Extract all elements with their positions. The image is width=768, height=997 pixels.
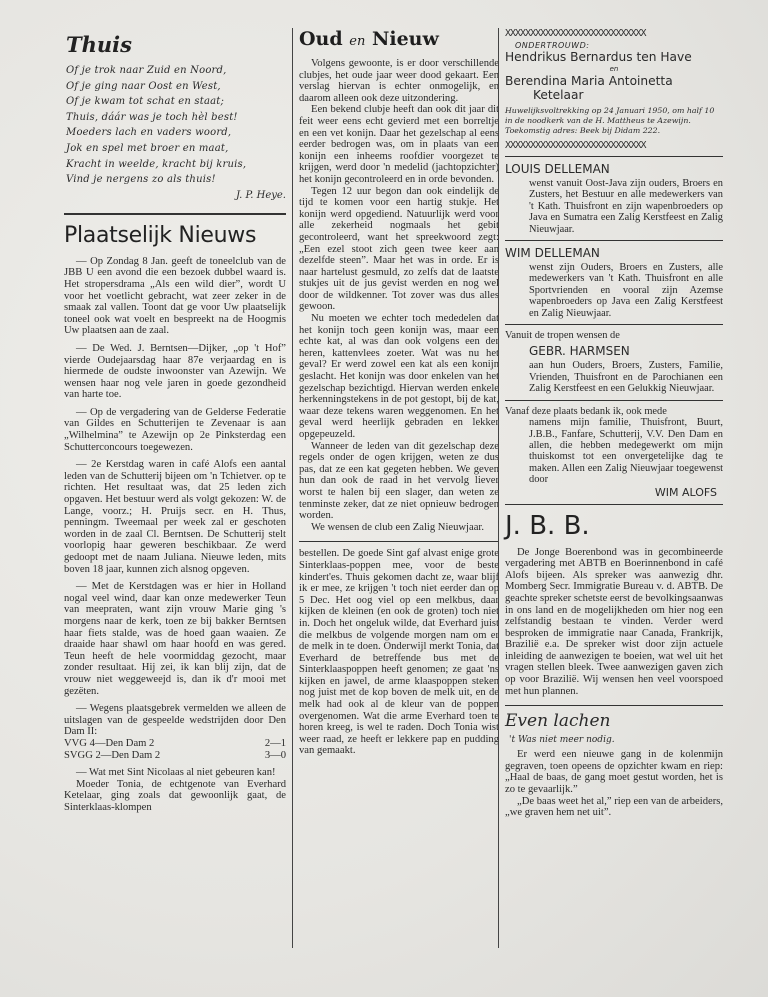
ad-sender-name: GEBR. HARMSEN bbox=[529, 344, 630, 359]
news-item: — Wegens plaatsgebrek vermelden we alleen de uitslagen van de gespeelde wedstrijden door Den Dam II: bbox=[64, 703, 286, 738]
joke-title: 't Was niet meer nodig. bbox=[509, 735, 615, 746]
greeting-ad bbox=[505, 162, 723, 235]
right-column bbox=[498, 28, 723, 948]
ad-intro: Vanuit de tropen wensen de bbox=[505, 330, 620, 342]
ad-body: wenst vanuit Oost-Java zijn ouders, Broers en Zusters, het Bestuur en alle medewerkers van 't Kath. Thuisfront en zijn wapenbroeders op Java en Sumatra een Zalig Kerstfeest en Zalig Nieuwjaar. bbox=[529, 178, 723, 235]
section-divider bbox=[505, 156, 723, 157]
section-divider bbox=[505, 504, 723, 505]
poem-line: Kracht in weelde, kracht bij kruis, bbox=[66, 158, 247, 170]
score-row bbox=[64, 750, 286, 762]
section-title-even-lachen: Even lachen bbox=[505, 711, 611, 732]
news-item: — Met de Kerstdagen was er hier in Holland nogal veel wind, daar kan onze medewerker Teun van meepraten, want zijn vrouw Marie ging 's morgens naar de kerk, toen ze bij bakker Berntsen haar fiets stalde, was de hoed gaan waaien. Ze draaide haar shawl om haar hoofd en was gered. Teun heeft de hele voormiddag gezocht, maar zonder resultaat. Hij zei, ik kan blij zijn, dat de vrouw niet weggeweejd is, dan ik d'r mooi met gezëten. bbox=[64, 581, 286, 697]
article-paragraph: Tegen 12 uur begon dan ook eindelijk de tijd te komen voor een hartig stukje. Het konijn werd opgediend. Natuurlijk werd voor alle zekerheid nogmaals het gebit gecontroleerd, want het spreekwoord zegt: „Een ezel stoot zich geen twee keer aan dezelfde steen”. Maar het was in orde. Er is naar hartelust gesmuld, zo zelfs dat de laatste stukjes uit de jus gevist werden en nog wel door de wildkenner. Tot zover was dus alles gewoon. bbox=[299, 185, 499, 313]
score-row bbox=[64, 738, 286, 750]
match-score: 3—0 bbox=[264, 749, 286, 761]
greeting-ad bbox=[505, 246, 723, 319]
poem-line: Jok en spel met broer en maat, bbox=[66, 142, 229, 154]
section-title-jbb: J. B. B. bbox=[505, 510, 590, 541]
news-item: — Wat met Sint Nicolaas al niet gebeuren kan! bbox=[76, 767, 276, 779]
title-part: Nieuw bbox=[371, 28, 439, 50]
ad-body: wenst zijn Ouders, Broers en Zusters, alle medewerkers van 't Kath. Thuisfront en alle Sportvrienden en vooral zijn Azemse wapenbroeders op Java een Zalig Kerstfeest en Zalig Nieuwjaar. bbox=[529, 262, 723, 319]
ad-signature: WIM ALOFS bbox=[654, 485, 717, 499]
article-paragraph: De Jonge Boerenbond was in gecombineerde vergadering met ABTB en Boerinnenbond in café Alofs bijeen. Als spreker was aanwezig dhr. Momberg Secr. Immigratie Bureau v. d. ABTB. De geachte spreker schetste eerst de bevolkingsaanwas in ons land en de mogelijkheden om hier nog een zelfstandig bestaan te vinden. Verder werd besproken de immigratie naar Canada, Frankrijk, Brazilië e.a. De spreker wist door zijn actuele inleiding de aanwezigen te boeien, wat wel uit het vragen stellen bleek. Twee aanwezigen gaven zich op voor Brazilië. Wij wensen hen veel voorspoed met hun plannen. bbox=[505, 546, 723, 697]
wedding-details: Huwelijksvoltrekking op 24 Januari 1950, om half 10 in de noodkerk van de H. Mattheus te Azewijn. Toekomstig adres: Beek bij Didam 222. bbox=[505, 106, 715, 135]
ornament-border: XXXXXXXXXXXXXXXXXXXXXXXXXXXX bbox=[505, 28, 646, 39]
poem-line: Moeders lach en vaders woord, bbox=[66, 127, 232, 139]
ad-body: aan hun Ouders, Broers, Zusters, Familie, Vrienden, Thuisfront en de Parochianen een Zalig Kerstfeest en een Gelukkig Nieuwjaar. bbox=[529, 360, 723, 395]
section-divider bbox=[64, 213, 286, 215]
article-paragraph: We wensen de club een Zalig Nieuwjaar. bbox=[311, 521, 484, 533]
news-item: — De Wed. J. Berntsen—Dijker, „op 't Hof” vierde Oudejaarsdag haar 87e verjaardag en is hiermede de oudste inwoonster van Azewijn. We wensen haar nog vele jaren in goede gezondheid van harte toe. bbox=[64, 342, 286, 401]
poem-author: J. P. Heye. bbox=[235, 189, 286, 201]
match-name: SVGG 2—Den Dam 2 bbox=[64, 749, 161, 761]
article-paragraph: Nu moeten we echter toch mededelen dat het konijn toch geen konijn was, maar een echte kat, al was dan ook volgens een der heren, kattenvlees zoeter. Wat was nu het geval? Er werd zowel een kat als een konijn geslacht. Het konijn was door enkelen van het gezelschap bezichtigd. Hiervan werden enkele herkenningstekens in de pot gestopt, bij de kat, waar deze tekens waren weggenomen. En het geval werd heerlijk gebraden en lekker opgepeuzeld. bbox=[299, 313, 499, 440]
match-name: VVG 4—Den Dam 2 bbox=[64, 737, 155, 749]
bride-name: Berendina Maria Antoinetta bbox=[505, 74, 673, 88]
section-divider bbox=[505, 705, 723, 706]
poem bbox=[64, 63, 286, 201]
article-continuation: bestellen. De goede Sint gaf alvast enige grote Sinterklaas-poppen mee, voor de beste kindert'es. Thuis gekomen dacht ze, waar blijf ik er mee, ze krijgen 't toch niet eerder dan op 5 Dec. Het oog viel op een melkbus, daar kijken de kleinen (en ook de groten) toch niet in. Doch het ongeluk wilde, dat Everhard juist die melkbus de volgende morgen nam om er de melk in te doen. Onderwijl merkt Tonia, dat Everhard de betreffende bus met de Sinterklaaspoppen heeft genomen; ze gaat 'ns kijken en jawel, de arme klaaspoppen steken nog juist met de kop boven de melk uit, en de melk had ook al de kleur van de poppen overgenomen. Wat die arme Everhard toen te horen kreeg, is wel te raden. Doch Tonia wist weer raad, ze heeft er lekkere pap en pudding van gemaakt. bbox=[299, 548, 499, 757]
news-item: — 2e Kerstdag waren in café Alofs een aantal leden van de Schutterij bijeen om 'n Tchietver. op te richten. Het resultaat was, dat 25 leden zich opgaven. Het bestuur werd als volgt gekozen: W. de Lange, voorz.; H. Pruijs secr. en H. Thus, penningm. Tweemaal per week zal er geschoten worden in de zaal Cl. Berntsen. De Schutterij stelt voorlopig haar geweren beschikbaar. Ze werd gedoopt met de naam Juliana. Nieuwe leden, mits boven 18 jaar, kunnen zich alsnog opgeven. bbox=[64, 459, 286, 575]
bride-surname: Ketelaar bbox=[533, 88, 584, 102]
section-title-oud-en-nieuw bbox=[299, 28, 499, 50]
thank-you-ad bbox=[505, 406, 723, 499]
section-title-plaatselijk-nieuws: Plaatselijk Nieuws bbox=[64, 222, 257, 248]
poem-line: Vind je nergens zo als thuis! bbox=[66, 174, 216, 186]
poem-line: Thuis, dáár was je toch hèl best! bbox=[66, 111, 238, 123]
article-paragraph: Volgens gewoonte, is er door verschillende clubjes, het oude jaar weer dood gekaart. Een verslag hiervan is echter onmogelijk, en daarom alleen ook deze uitzondering. bbox=[299, 58, 499, 104]
poem-line: Of je kwam tot schat en staat; bbox=[66, 96, 225, 108]
match-score: 2—1 bbox=[264, 737, 286, 749]
section-divider bbox=[299, 541, 499, 542]
ad-intro: Vanaf deze plaats bedank ik, ook mede bbox=[505, 405, 667, 417]
ad-body: namens mijn familie, Thuisfront, Buurt, J.B.B., Fanfare, Schutterij, V.V. Den Dam en allen, die hebben medegewerkt om mijn thuiskomst tot een onvergetelijke dag te maken. Allen een Zalig Nieuwjaar toegewenst door bbox=[529, 417, 723, 486]
news-item: Moeder Tonia, de echtgenote van Everhard Ketelaar, ging zoals dat gewoonlijk gaat, de Sinterklaas-klompen bbox=[64, 778, 286, 813]
news-item: — Op Zondag 8 Jan. geeft de toneelclub van de JBB U een avond die een bezoek dubbel waard is. Het stropersdrama „Als een wild dier”, wordt U voor het voetlicht gebracht, wat zeer zeker in de smaak zal vallen. Toont dat ge voor Uw plaatselijk toneel ook wat voelt en bespreekt na de Hoogmis Uw plaatsen aan de zaal. bbox=[64, 255, 286, 337]
news-item: — Op de vergadering van de Gelderse Federatie van Gildes en Schutterijen te Zevenaar is aan „Wilhelmina” te Azewijn op 2e Pinksterdag een Schutterconcours toegewezen. bbox=[64, 406, 286, 453]
poem-line: Of je trok naar Zuid en Noord, bbox=[66, 65, 227, 76]
joke-paragraph: Er werd een nieuwe gang in de kolenmijn gegraven, toen opeens de opzichter kwam en riep: „Haal de baas, de gang moet gestut worden, het is zo te gevaarlijk.” bbox=[505, 749, 723, 796]
poem-title: Thuis bbox=[66, 32, 132, 57]
poem-line: Of je ging naar Oost en West, bbox=[66, 80, 221, 92]
article-paragraph: Een bekend clubje heeft dan ook dit jaar dit feit weer eens echt gevierd met een borreltje en een vet konijn. Daar het gezelschap al eens eerder bedrogen was, om in plaats van een konijn een inheems roofdier voorgezet te krijgen, werd door 'n medelid (jachtopzichter) het konijn gecontroleerd en in orde bevonden. bbox=[299, 104, 499, 185]
title-part: en bbox=[349, 34, 366, 49]
title-part: Oud bbox=[299, 28, 343, 50]
section-divider bbox=[505, 240, 723, 241]
ornament-border: XXXXXXXXXXXXXXXXXXXXXXXXXXXX bbox=[505, 140, 646, 151]
section-divider bbox=[505, 400, 723, 401]
article-paragraph: Wanneer de leden van dit gezelschap deze regels onder de ogen krijgen, weten ze dus pas, dat ze een kat gegeten hebben. We geven hun dan ook de raad in het vervolg liever worst te halen bij een slager, dan weten ze tenminste zeker, dat ze niet opnieuw bedrogen worden. bbox=[299, 440, 499, 522]
left-column bbox=[64, 28, 286, 813]
middle-column bbox=[292, 28, 499, 948]
groom-name: Hendrikus Bernardus ten Have bbox=[505, 50, 692, 64]
ad-sender-name: WIM DELLEMAN bbox=[505, 246, 600, 261]
greeting-ad-harmsen bbox=[505, 330, 723, 395]
and-word: en bbox=[609, 65, 619, 73]
joke-paragraph: „De baas weet het al,” riep een van de arbeiders, „we graven hem net uit”. bbox=[505, 795, 723, 819]
score-list bbox=[64, 738, 286, 761]
ondertrouwd-label: ONDERTROUWD: bbox=[515, 41, 590, 50]
section-divider bbox=[505, 324, 723, 325]
ad-sender-name: LOUIS DELLEMAN bbox=[505, 162, 610, 176]
